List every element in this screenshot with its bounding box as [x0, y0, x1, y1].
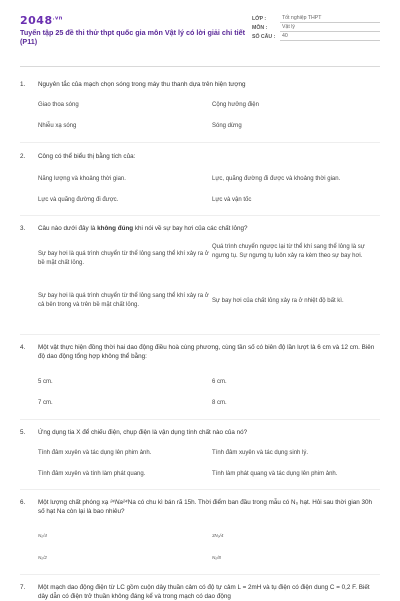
question-divider — [20, 574, 380, 575]
isotope-symbol: ²⁴Na²⁴ — [110, 499, 128, 506]
meta-label: LỚP : — [252, 15, 267, 22]
logo-text: 2048 — [20, 14, 53, 27]
question-divider — [20, 334, 380, 335]
question-emphasis: không đúng — [97, 225, 134, 232]
question-divider — [20, 142, 380, 143]
option[interactable]: Cộng hưởng điện — [212, 102, 259, 108]
header-divider — [20, 66, 380, 67]
option[interactable]: Sự bay hơi là quá trình chuyển từ thể lỏng sang thể khí xảy ra ở bề mặt chất lỏng. — [38, 251, 209, 266]
option[interactable]: 8 cm. — [212, 400, 227, 406]
question-number: 5. — [20, 429, 26, 436]
meta-class — [252, 14, 380, 23]
question-number: 6. — [20, 499, 26, 506]
option[interactable] — [212, 532, 380, 541]
meta-subject — [252, 23, 380, 32]
question-text-part: Câu nào dưới đây là — [38, 225, 98, 232]
meta-label: SỐ CÂU : — [252, 33, 276, 40]
question-number: 1. — [20, 81, 26, 88]
option[interactable]: Tính đâm xuyên và tác dụng sinh lý. — [212, 450, 309, 456]
fraction: N₀/2 — [38, 555, 47, 560]
meta-count — [252, 32, 380, 41]
option[interactable]: Giao thoa sóng — [38, 102, 79, 108]
document-header — [20, 14, 380, 58]
question-number: 4. — [20, 344, 26, 351]
document-meta — [252, 14, 380, 41]
meta-value: Vật lý — [280, 23, 380, 32]
question-divider — [20, 489, 380, 490]
question-text: Nguyên tắc của mạch chọn sóng trong máy thu thanh dựa trên hiện tượng — [38, 81, 246, 88]
meta-value: Tốt nghiệp THPT — [280, 14, 380, 23]
option[interactable]: Tính làm phát quang và tác dụng lên phim ảnh. — [212, 471, 338, 477]
question-text — [38, 498, 378, 516]
fraction: 3N₀/4 — [212, 533, 224, 538]
option[interactable] — [38, 532, 210, 541]
question-divider — [20, 215, 380, 216]
question-text: Công có thể biểu thị bằng tích của: — [38, 153, 136, 160]
meta-label: MÔN : — [252, 24, 268, 31]
question-number: 7. — [20, 584, 26, 591]
option[interactable]: Lực và quãng đường đi được. — [38, 197, 119, 203]
question-text-part: Na có chu kì bán rã 15h. Thời điểm ban đầu trong mẫu có N₀ hạt. Hỏi sau thời gian 30h số hạt Na còn lại là bao nhiêu? — [38, 499, 372, 515]
question-text-part: khi nói về sự bay hơi của các chất lỏng? — [133, 225, 248, 232]
document-title: Tuyển tập 25 đề thi thử thpt quốc gia môn Vật lý có lời giải chi tiết (P11) — [20, 28, 246, 46]
option[interactable]: Năng lượng và khoảng thời gian. — [38, 176, 126, 182]
question-text — [38, 224, 378, 233]
option[interactable]: 5 cm. — [38, 379, 53, 385]
option[interactable]: Sóng dừng — [212, 123, 242, 129]
question-number: 3. — [20, 225, 26, 232]
option[interactable]: Nhiễu xạ sóng — [38, 123, 77, 129]
option[interactable]: Tính đâm xuyên và tính làm phát quang. — [38, 471, 146, 477]
option[interactable]: 6 cm. — [212, 379, 227, 385]
logo-suffix: .vn — [52, 15, 63, 22]
option[interactable]: Sự bay hơi là quá trình chuyển từ thể lỏng sang thể khí xảy ra ở cả bên trong và trên bề mặt chất lỏng. — [38, 293, 209, 308]
option[interactable] — [38, 554, 210, 563]
question-number: 2. — [20, 153, 26, 160]
fraction: N₀/8 — [212, 555, 221, 560]
option[interactable]: 7 cm. — [38, 400, 53, 406]
option[interactable]: Sự bay hơi của chất lỏng xảy ra ở nhiệt độ bất kì. — [212, 298, 344, 304]
option[interactable]: Quá trình chuyển ngược lại từ thể khí sang thể lỏng là sự ngưng tụ. Sự ngưng tụ luôn xảy ra kèm theo sự bay hơi. — [212, 244, 365, 259]
question-text: Một vật thực hiện đồng thời hai dao động điều hoà cùng phương, cùng tần số có biên độ lần lượt là 6 cm và 12 cm. Biên độ dao động tổng hợp không thể bằng: — [38, 344, 375, 360]
question-divider — [20, 419, 380, 420]
option[interactable]: Lực, quãng đường đi được và khoảng thời gian. — [212, 176, 341, 182]
option[interactable]: Lực và vận tốc — [212, 197, 252, 203]
question-text: Một mạch dao động điện từ LC gồm cuộn dây thuần cảm có độ tự cảm L = 2mH và tụ điện có điện dung C = 0,2 F. Biết dây dẫn có điện trở thuần không đáng kể và trong mạch có dao động — [38, 584, 370, 600]
option[interactable]: Tính đâm xuyên và tác dụng lên phim ảnh. — [38, 450, 152, 456]
question-text: Ứng dụng tia X để chiếu điện, chụp điện là vận dụng tính chất nào của nó? — [38, 429, 248, 436]
question-text-part: Một lượng chất phóng xạ — [38, 499, 111, 506]
fraction: N₀/4 — [38, 533, 47, 538]
site-logo[interactable] — [20, 14, 63, 27]
option[interactable] — [212, 554, 380, 563]
meta-value: 40 — [280, 32, 380, 41]
